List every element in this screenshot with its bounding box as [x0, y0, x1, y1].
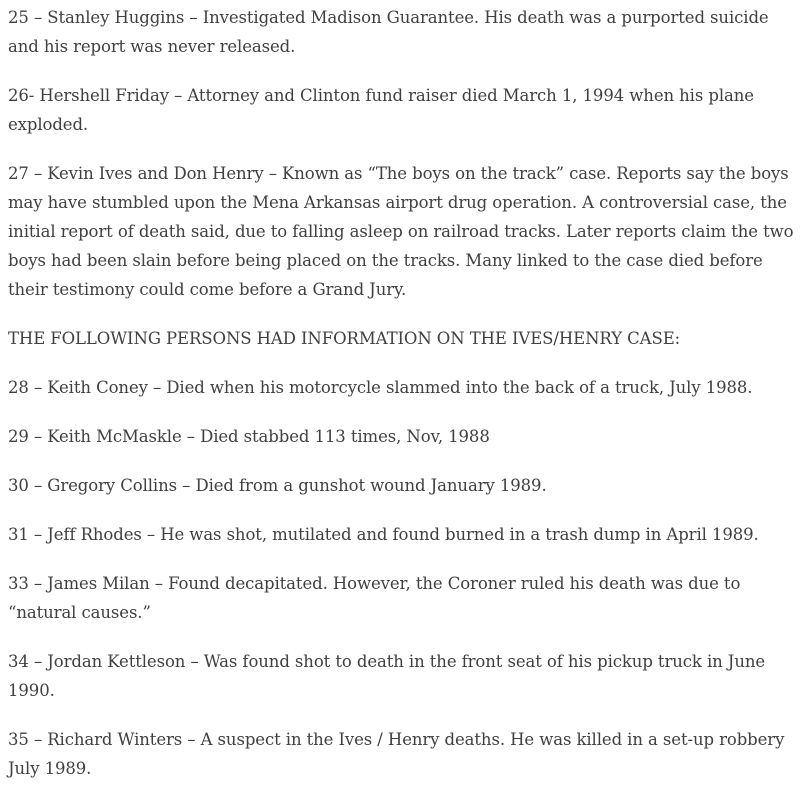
- entry-27-kevin-ives-don-henry: 27 – Kevin Ives and Don Henry – Known as “The boys on the track” case. Reports say the boys may have stumbled upon the Mena Arkansas airport drug operation. A controversial case, the initial report of death said, due to falling asleep on railroad tracks. Later reports claim the two boys had been slain before being placed on the tracks. Many linked to the case died before their testimony could come before a Grand Jury.: [8, 164, 794, 299]
- entry-33-james-milan: 33 – James Milan – Found decapitated. However, the Coroner ruled his death was due to “natural causes.”: [8, 574, 741, 622]
- entry-35-richard-winters: 35 – Richard Winters – A suspect in the Ives / Henry deaths. He was killed in a set-up robbery July 1989.: [8, 730, 785, 778]
- entry-26-hershell-friday: 26- Hershell Friday – Attorney and Clinton fund raiser died March 1, 1994 when his plane exploded.: [8, 86, 754, 134]
- entry-28-keith-coney: 28 – Keith Coney – Died when his motorcycle slammed into the back of a truck, July 1988.: [8, 378, 753, 397]
- entry-34-jordan-kettleson: 34 – Jordan Kettleson – Was found shot to death in the front seat of his pickup truck in June 1990.: [8, 652, 766, 700]
- entry-25-stanley-huggins: 25 – Stanley Huggins – Investigated Madison Guarantee. His death was a purported suicide and his report was never released.: [8, 8, 769, 56]
- entry-29-keith-mcmaskle: 29 – Keith McMaskle – Died stabbed 113 times, Nov, 1988: [8, 427, 490, 446]
- entry-31-jeff-rhodes: 31 – Jeff Rhodes – He was shot, mutilated and found burned in a trash dump in April 1989.: [8, 525, 759, 544]
- entry-30-gregory-collins: 30 – Gregory Collins – Died from a gunshot wound January 1989.: [8, 476, 547, 495]
- section-heading-ives-henry-case: THE FOLLOWING PERSONS HAD INFORMATION ON THE IVES/HENRY CASE:: [8, 329, 681, 348]
